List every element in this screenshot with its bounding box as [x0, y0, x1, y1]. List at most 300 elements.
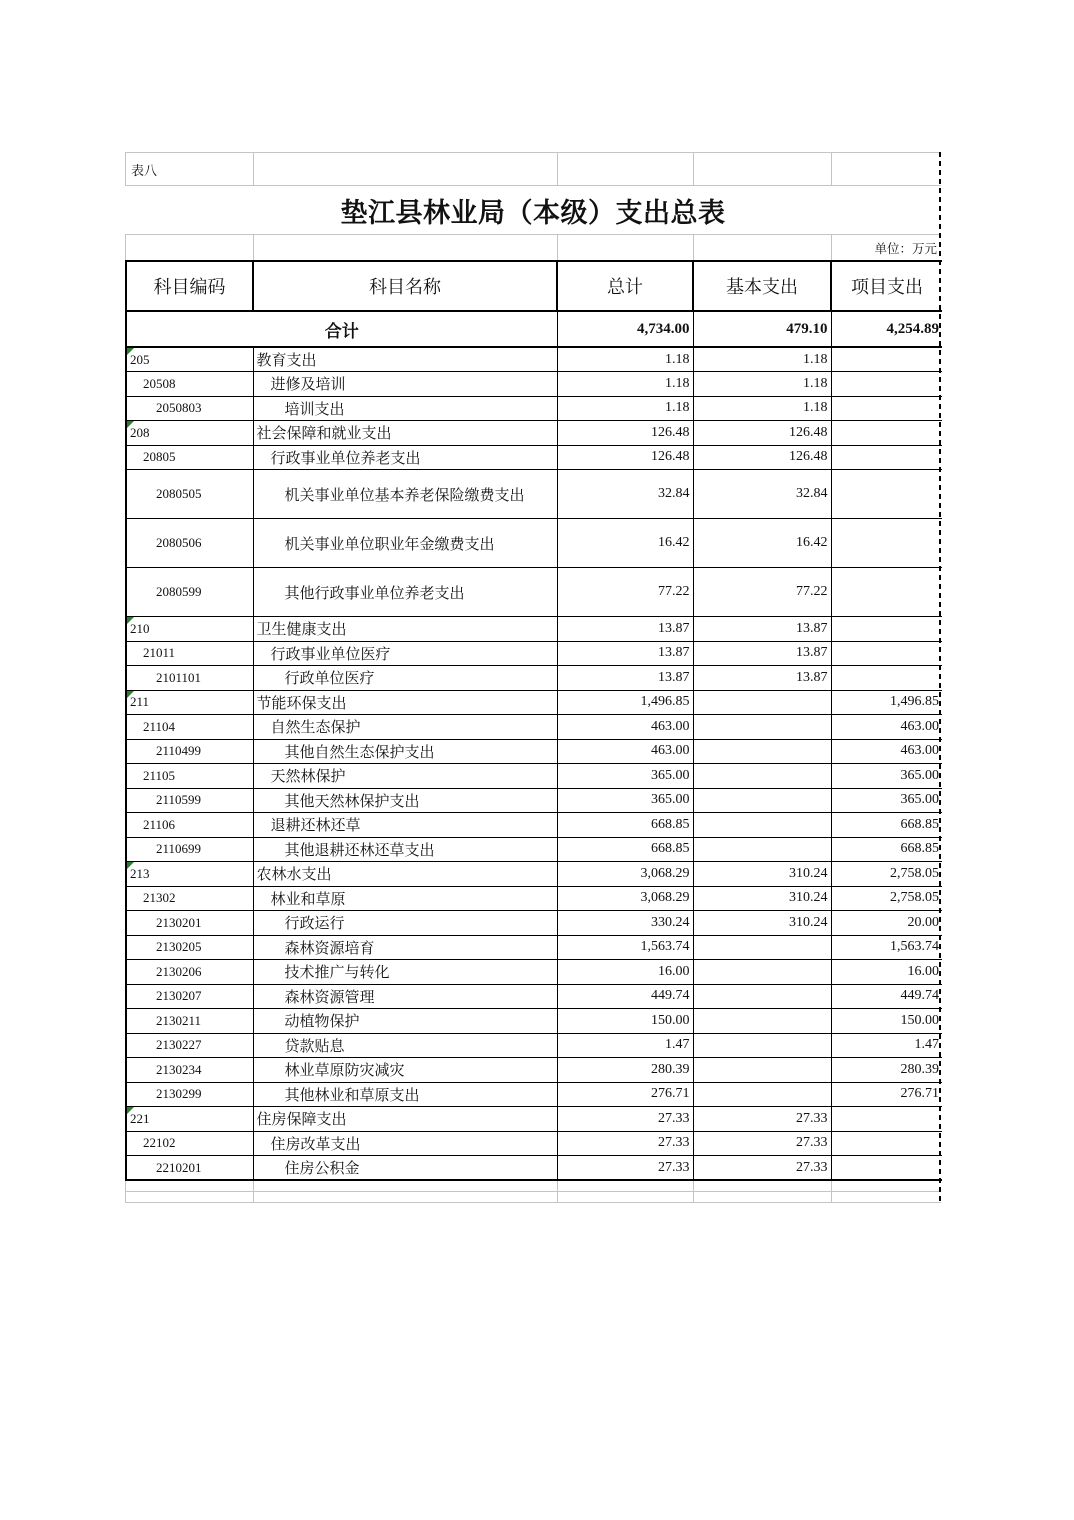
cell-text: 310.24 [789, 865, 828, 881]
cell-text: 276.71 [651, 1086, 690, 1102]
table-row [126, 1082, 942, 1107]
grand-total-basic-cell: 479.10 [693, 311, 831, 347]
table-row [126, 1058, 942, 1083]
cell-text: 27.33 [658, 1135, 690, 1151]
sheet-gridline [693, 153, 694, 185]
sheet-gridline [831, 153, 832, 185]
project-cell [831, 837, 942, 862]
basic-cell [693, 984, 831, 1009]
project-cell [831, 764, 942, 789]
cell-text: 1,496.85 [640, 694, 690, 710]
table-row [126, 739, 942, 764]
name-cell [253, 1033, 557, 1058]
basic-cell [693, 862, 831, 887]
cell-text: 行政运行 [284, 916, 345, 933]
code-cell [126, 1156, 253, 1181]
name-cell [253, 1107, 557, 1132]
code-cell [126, 1131, 253, 1156]
table-row [126, 666, 942, 691]
basic-cell [693, 347, 831, 372]
cell-text: 126.48 [789, 449, 828, 465]
basic-cell [693, 739, 831, 764]
cell-text: 21104 [143, 718, 176, 734]
cell-text: 668.85 [900, 816, 939, 832]
basic-cell [693, 1156, 831, 1181]
cell-text: 150.00 [651, 1012, 690, 1028]
basic-cell [693, 1107, 831, 1132]
total-cell [557, 984, 693, 1009]
page-break-dashed-line [939, 152, 941, 1202]
cell-text: 205 [130, 351, 150, 367]
code-cell [126, 519, 253, 568]
cell-text: 27.33 [796, 1159, 828, 1175]
cell-text: 16.00 [907, 963, 939, 979]
project-cell [831, 862, 942, 887]
cell-text: 27.33 [658, 1110, 690, 1126]
cell-text: 2130207 [156, 988, 202, 1004]
table-row [126, 886, 942, 911]
project-cell [831, 739, 942, 764]
cell-text: 其他天然林保护支出 [284, 793, 420, 810]
basic-cell [693, 396, 831, 421]
cell-text: 住房公积金 [284, 1161, 360, 1177]
basic-cell [693, 519, 831, 568]
name-cell [253, 935, 557, 960]
code-cell [126, 813, 253, 838]
cell-text: 2080599 [156, 584, 202, 599]
table-row [126, 788, 942, 813]
table-row [126, 568, 942, 617]
basic-cell [693, 1131, 831, 1156]
sheet-gridline [693, 235, 694, 260]
cell-text: 668.85 [651, 816, 690, 832]
name-cell [253, 837, 557, 862]
cell-text: 其他自然生态保护支出 [284, 744, 435, 761]
cell-text: 培训支出 [284, 401, 345, 418]
project-cell [831, 470, 942, 519]
table-row [126, 935, 942, 960]
project-cell [831, 1156, 942, 1181]
cell-text: 16.42 [796, 535, 828, 550]
project-cell [831, 984, 942, 1009]
basic-cell [693, 445, 831, 470]
sheet-gridline [693, 1192, 694, 1202]
name-cell [253, 641, 557, 666]
basic-cell [693, 470, 831, 519]
cell-text: 668.85 [900, 841, 939, 857]
cell-text: 330.24 [651, 914, 690, 930]
column-header-total: 总计 [557, 261, 693, 311]
project-cell [831, 666, 942, 691]
spreadsheet-page [125, 152, 941, 1203]
sheet-gridline [693, 1181, 694, 1191]
cell-text: 21105 [143, 767, 176, 783]
sheet-gridline [253, 153, 254, 185]
project-cell [831, 935, 942, 960]
project-cell [831, 519, 942, 568]
cell-text: 210 [130, 620, 150, 636]
cell-text: 365.00 [900, 767, 939, 783]
cell-text: 2,758.05 [890, 865, 939, 881]
name-cell [253, 421, 557, 446]
grand-total-total-cell: 4,734.00 [557, 311, 693, 347]
name-cell [253, 666, 557, 691]
table-body [126, 311, 942, 1180]
project-cell [831, 445, 942, 470]
name-cell [253, 764, 557, 789]
project-cell [831, 1058, 942, 1083]
project-cell [831, 788, 942, 813]
cell-text: 1,563.74 [890, 939, 939, 955]
cell-text: 13.87 [796, 669, 828, 685]
project-cell [831, 1033, 942, 1058]
cell-text: 126.48 [651, 449, 690, 465]
sheet-gridline [253, 1192, 254, 1202]
error-flag-triangle-icon [127, 617, 134, 624]
cell-text: 1.18 [803, 400, 828, 416]
total-cell [557, 935, 693, 960]
basic-cell [693, 690, 831, 715]
total-cell [557, 1058, 693, 1083]
cell-text: 2130299 [156, 1086, 202, 1102]
expenditure-table [125, 260, 942, 1181]
empty-sheet-row [125, 1192, 941, 1203]
cell-text: 280.39 [900, 1061, 939, 1077]
total-cell [557, 519, 693, 568]
name-cell [253, 372, 557, 397]
cell-text: 126.48 [789, 424, 828, 440]
table-row [126, 813, 942, 838]
error-flag-triangle-icon [127, 1107, 134, 1114]
total-cell [557, 617, 693, 642]
basic-cell [693, 886, 831, 911]
sheet-gridline [557, 235, 558, 260]
basic-cell [693, 1033, 831, 1058]
code-cell [126, 1107, 253, 1132]
column-header-project: 项目支出 [831, 261, 942, 311]
cell-text: 林业和草原 [270, 891, 346, 908]
code-cell [126, 837, 253, 862]
table-row [126, 372, 942, 397]
cell-text: 2050803 [156, 400, 202, 416]
code-cell [126, 568, 253, 617]
total-cell [557, 739, 693, 764]
column-header-code: 科目编码 [126, 261, 253, 311]
project-cell [831, 641, 942, 666]
sheet-gridline [831, 235, 832, 260]
cell-text: 16.42 [658, 535, 690, 550]
cell-text: 32.84 [658, 486, 690, 501]
column-header-name: 科目名称 [253, 261, 557, 311]
total-cell [557, 1009, 693, 1034]
cell-text: 13.87 [658, 620, 690, 636]
table-row [126, 837, 942, 862]
cell-text: 2130205 [156, 939, 202, 955]
cell-text: 1.18 [665, 375, 690, 391]
name-cell [253, 862, 557, 887]
total-cell [557, 960, 693, 985]
cell-text: 机关事业单位基本养老保险缴费支出 [284, 487, 525, 504]
cell-text: 150.00 [900, 1012, 939, 1028]
total-cell [557, 862, 693, 887]
sheet-label: 表八 [131, 162, 158, 178]
basic-cell [693, 764, 831, 789]
cell-text: 1,563.74 [640, 939, 690, 955]
table-row [126, 617, 942, 642]
cell-text: 1.18 [803, 375, 828, 391]
cell-text: 126.48 [651, 424, 690, 440]
project-cell [831, 372, 942, 397]
table-row [126, 519, 942, 568]
cell-text: 1.47 [665, 1037, 690, 1053]
code-cell [126, 984, 253, 1009]
code-cell [126, 641, 253, 666]
sheet-gridline [831, 1181, 832, 1191]
cell-text: 进修及培训 [270, 377, 346, 394]
total-cell [557, 470, 693, 519]
code-cell [126, 788, 253, 813]
sheet-gridline [253, 1181, 254, 1191]
total-cell [557, 1107, 693, 1132]
column-header-basic: 基本支出 [693, 261, 831, 311]
code-cell [126, 421, 253, 446]
code-cell [126, 347, 253, 372]
cell-text: 463.00 [651, 718, 690, 734]
cell-text: 节能环保支出 [256, 695, 347, 712]
basic-cell [693, 372, 831, 397]
basic-cell [693, 666, 831, 691]
cell-text: 77.22 [658, 584, 690, 599]
table-row [126, 764, 942, 789]
cell-text: 1.18 [665, 351, 690, 367]
basic-cell [693, 788, 831, 813]
code-cell [126, 886, 253, 911]
name-cell [253, 911, 557, 936]
name-cell [253, 1009, 557, 1034]
total-cell [557, 1082, 693, 1107]
basic-cell [693, 1082, 831, 1107]
name-cell [253, 715, 557, 740]
table-row [126, 911, 942, 936]
cell-text: 2080506 [156, 535, 202, 550]
error-flag-triangle-icon [127, 691, 134, 698]
table-row [126, 1156, 942, 1181]
table-row [126, 1033, 942, 1058]
cell-text: 技术推广与转化 [284, 965, 390, 982]
project-cell [831, 347, 942, 372]
total-cell [557, 1156, 693, 1181]
sheet-gridline [557, 1181, 558, 1191]
total-cell [557, 886, 693, 911]
name-cell [253, 1082, 557, 1107]
page-title: 垫江县林业局（本级）支出总表 [340, 197, 726, 228]
cell-text: 2110499 [156, 743, 202, 759]
cell-text: 动植物保护 [284, 1014, 360, 1031]
table-row [126, 445, 942, 470]
cell-text: 211 [130, 694, 150, 710]
cell-text: 2080505 [156, 486, 202, 501]
cell-text: 其他行政事业单位养老支出 [284, 585, 465, 602]
code-cell [126, 617, 253, 642]
cell-text: 463.00 [900, 718, 939, 734]
cell-text: 卫生健康支出 [256, 622, 347, 639]
name-cell [253, 1156, 557, 1181]
table-header-row [126, 261, 942, 311]
cell-text: 2110699 [156, 841, 202, 857]
cell-text: 天然林保护 [270, 769, 346, 786]
basic-cell [693, 813, 831, 838]
cell-text: 机关事业单位职业年金缴费支出 [284, 536, 495, 553]
cell-text: 13.87 [658, 669, 690, 685]
table-row [126, 984, 942, 1009]
project-cell [831, 911, 942, 936]
cell-text: 3,068.29 [640, 890, 690, 906]
grand-total-project-cell: 4,254.89 [831, 311, 942, 347]
table-row [126, 1131, 942, 1156]
total-cell [557, 1131, 693, 1156]
project-cell [831, 690, 942, 715]
basic-cell [693, 1058, 831, 1083]
cell-text: 2130227 [156, 1037, 202, 1053]
cell-text: 77.22 [796, 584, 828, 599]
cell-text: 1,496.85 [890, 694, 939, 710]
table-row [126, 347, 942, 372]
cell-text: 27.33 [796, 1135, 828, 1151]
cell-text: 行政事业单位医疗 [270, 646, 391, 663]
code-cell [126, 960, 253, 985]
code-cell [126, 715, 253, 740]
cell-text: 住房保障支出 [256, 1112, 347, 1129]
cell-text: 280.39 [651, 1061, 690, 1077]
cell-text: 住房改革支出 [270, 1136, 361, 1153]
cell-text: 208 [130, 424, 150, 440]
total-cell [557, 788, 693, 813]
cell-text: 365.00 [900, 792, 939, 808]
title-row [125, 186, 941, 234]
cell-text: 2130211 [156, 1012, 202, 1028]
cell-text: 2110599 [156, 792, 202, 808]
basic-cell [693, 641, 831, 666]
basic-cell [693, 960, 831, 985]
name-cell [253, 470, 557, 519]
project-cell [831, 568, 942, 617]
code-cell [126, 935, 253, 960]
cell-text: 13.87 [796, 620, 828, 636]
basic-cell [693, 715, 831, 740]
cell-text: 21106 [143, 816, 176, 832]
grand-total-row [126, 311, 942, 347]
code-cell [126, 445, 253, 470]
name-cell [253, 690, 557, 715]
cell-text: 20.00 [907, 914, 939, 930]
name-cell [253, 568, 557, 617]
total-cell [557, 690, 693, 715]
project-cell [831, 960, 942, 985]
project-cell [831, 1107, 942, 1132]
cell-text: 668.85 [651, 841, 690, 857]
code-cell [126, 396, 253, 421]
code-cell [126, 739, 253, 764]
cell-text: 森林资源管理 [284, 989, 375, 1006]
cell-text: 221 [130, 1110, 150, 1126]
cell-text: 21011 [143, 645, 176, 661]
cell-text: 教育支出 [256, 353, 317, 369]
project-cell [831, 1131, 942, 1156]
cell-text: 2,758.05 [890, 890, 939, 906]
sheet-label-row [125, 152, 941, 186]
total-cell [557, 813, 693, 838]
table-row [126, 1009, 942, 1034]
sheet-gridline [557, 153, 558, 185]
table-row [126, 641, 942, 666]
total-cell [557, 347, 693, 372]
cell-text: 310.24 [789, 890, 828, 906]
cell-text: 社会保障和就业支出 [256, 426, 392, 443]
cell-text: 449.74 [651, 988, 690, 1004]
project-cell [831, 813, 942, 838]
cell-text: 21302 [143, 890, 176, 906]
cell-text: 20805 [143, 449, 176, 465]
table-row [126, 1107, 942, 1132]
error-flag-triangle-icon [127, 348, 134, 355]
total-cell [557, 666, 693, 691]
code-cell [126, 690, 253, 715]
cell-text: 贷款贴息 [284, 1038, 345, 1055]
project-cell [831, 886, 942, 911]
cell-text: 32.84 [796, 486, 828, 501]
code-cell [126, 1082, 253, 1107]
code-cell [126, 1009, 253, 1034]
name-cell [253, 984, 557, 1009]
table-row [126, 862, 942, 887]
basic-cell [693, 911, 831, 936]
code-cell [126, 666, 253, 691]
code-cell [126, 1058, 253, 1083]
sheet-gridline [831, 1192, 832, 1202]
cell-text: 2130201 [156, 914, 202, 930]
total-cell [557, 715, 693, 740]
project-cell [831, 715, 942, 740]
unit-note: 单位：万元 [874, 241, 937, 256]
error-flag-triangle-icon [127, 862, 134, 869]
project-cell [831, 1009, 942, 1034]
name-cell [253, 445, 557, 470]
table-row [126, 690, 942, 715]
empty-sheet-row [125, 1181, 941, 1192]
sheet-gridline [253, 235, 254, 260]
cell-text: 2130234 [156, 1061, 202, 1077]
table-row [126, 470, 942, 519]
name-cell [253, 886, 557, 911]
cell-text: 20508 [143, 375, 176, 391]
total-cell [557, 421, 693, 446]
cell-text: 行政事业单位养老支出 [270, 450, 421, 467]
cell-text: 森林资源培育 [284, 940, 375, 957]
cell-text: 行政单位医疗 [284, 671, 375, 688]
cell-text: 3,068.29 [640, 865, 690, 881]
total-cell [557, 911, 693, 936]
cell-text: 13.87 [796, 645, 828, 661]
unit-note-row [125, 234, 941, 260]
cell-text: 1.47 [914, 1037, 939, 1053]
cell-text: 310.24 [789, 914, 828, 930]
basic-cell [693, 837, 831, 862]
name-cell [253, 739, 557, 764]
name-cell [253, 396, 557, 421]
code-cell [126, 1033, 253, 1058]
cell-text: 463.00 [651, 743, 690, 759]
cell-text: 2130206 [156, 963, 202, 979]
